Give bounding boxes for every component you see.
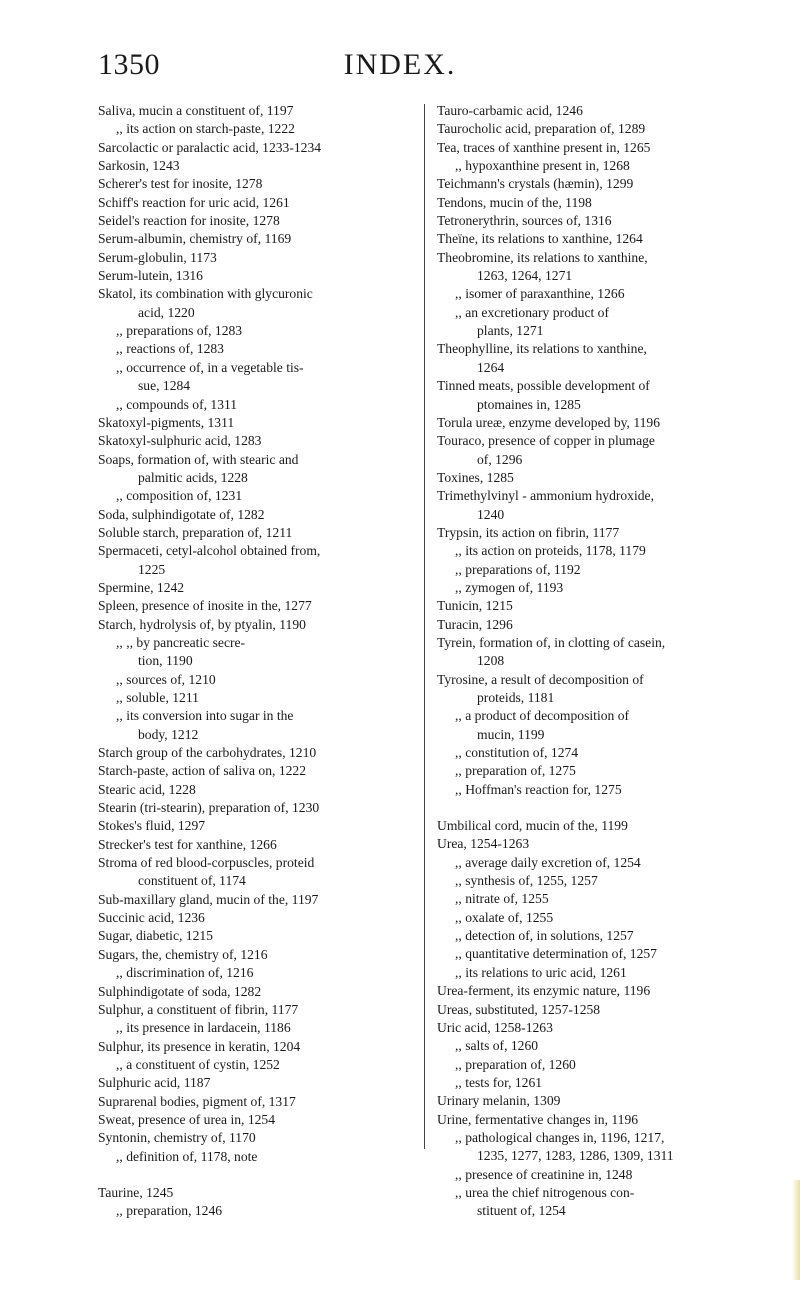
index-subentry: ,, its action on starch-paste, 1222	[116, 121, 295, 137]
index-subentry: ,, occurrence of, in a vegetable tis-	[116, 359, 304, 375]
index-entry: Theophylline, its relations to xanthine,	[437, 341, 647, 357]
index-entry: Theobromine, its relations to xanthine,	[437, 249, 648, 265]
index-entry: Serum-lutein, 1316	[98, 268, 203, 284]
index-entry: Tyrein, formation of, in clotting of casein,	[437, 634, 666, 650]
index-subentry: ,, preparations of, 1192	[455, 561, 581, 577]
index-subentry: ,, its presence in lardacein, 1186	[116, 1020, 291, 1036]
index-entry: Tendons, mucin of the, 1198	[437, 194, 592, 210]
index-entry: Sulphindigotate of soda, 1282	[98, 983, 262, 999]
index-subentry: ,, a product of decomposition of	[455, 708, 630, 724]
index-entry: Succinic acid, 1236	[98, 910, 205, 926]
index-entry: Sweat, presence of urea in, 1254	[98, 1111, 276, 1127]
index-entry: Scherer's test for inosite, 1278	[98, 176, 263, 192]
index-subentry: ,, preparations of, 1283	[116, 323, 243, 339]
index-entry-continuation: 1225	[138, 561, 166, 577]
index-entry: Sarkosin, 1243	[98, 158, 180, 174]
index-entry: Ureas, substituted, 1257-1258	[437, 1001, 601, 1017]
index-entry: Skatoxyl-sulphuric acid, 1283	[98, 433, 262, 449]
index-entry: Taurine, 1245	[98, 1184, 174, 1200]
index-entry: Trimethylvinyl - ammonium hydroxide,	[437, 488, 654, 504]
index-entry-continuation: of, 1296	[477, 451, 523, 467]
column-divider	[424, 104, 425, 1149]
index-subentry: ,, synthesis of, 1255, 1257	[455, 873, 598, 889]
index-entry: Urinary melanin, 1309	[437, 1093, 561, 1109]
index-subentry: ,, a constituent of cystin, 1252	[116, 1056, 280, 1072]
index-entry-continuation: proteids, 1181	[477, 690, 555, 705]
index-entry: Serum-albumin, chemistry of, 1169	[98, 231, 292, 247]
index-entry: Touraco, presence of copper in plumage	[437, 433, 655, 449]
index-entry-continuation: tion, 1190	[138, 653, 193, 669]
index-entry-continuation: 1208	[477, 653, 505, 669]
index-entry: Torula ureæ, enzyme developed by, 1196	[437, 414, 661, 430]
index-subentry: ,, pathological changes in, 1196, 1217,	[455, 1129, 665, 1145]
index-entry-continuation: mucin, 1199	[477, 726, 545, 742]
index-subentry: ,, oxalate of, 1255	[455, 909, 554, 925]
index-entry-continuation: ptomaines in, 1285	[477, 396, 581, 412]
index-entry: Toxines, 1285	[437, 469, 514, 485]
index-subentry: ,, preparation of, 1275	[455, 763, 576, 779]
index-subentry: ,, detection of, in solutions, 1257	[455, 928, 634, 944]
index-subentry: ,, soluble, 1211	[116, 690, 199, 705]
index-subentry: ,, preparation of, 1260	[455, 1056, 576, 1072]
index-entry: Sulphur, its presence in keratin, 1204	[98, 1038, 301, 1054]
page-number: 1350	[98, 48, 160, 81]
index-subentry: ,, composition of, 1231	[116, 488, 243, 504]
index-entry: Suprarenal bodies, pigment of, 1317	[98, 1093, 296, 1109]
index-subentry: ,, constitution of, 1274	[455, 745, 579, 761]
index-entry: Sub-maxillary gland, mucin of the, 1197	[98, 891, 319, 907]
index-subentry: ,, reactions of, 1283	[116, 341, 224, 357]
index-entry: Tyrosine, a result of decomposition of	[437, 671, 644, 687]
index-entry: Trypsin, its action on fibrin, 1177	[437, 524, 620, 540]
index-entry: Tauro-carbamic acid, 1246	[437, 103, 583, 118]
index-entry: Teichmann's crystals (hæmin), 1299	[437, 176, 634, 192]
index-entry: Spermine, 1242	[98, 579, 185, 595]
index-entry: Soaps, formation of, with stearic and	[98, 451, 299, 467]
index-entry: Saliva, mucin a constituent of, 1197	[98, 103, 294, 118]
index-subentry: ,, quantitative determination of, 1257	[455, 946, 657, 962]
index-entry: Sugars, the, chemistry of, 1216	[98, 946, 268, 962]
index-entry: Spermaceti, cetyl-alcohol obtained from,	[98, 543, 321, 559]
index-entry: Tetronerythrin, sources of, 1316	[437, 213, 612, 229]
index-entry-continuation: 1240	[477, 506, 505, 522]
index-entry: Syntonin, chemistry of, 1170	[98, 1130, 256, 1146]
index-entry: Schiff's reaction for uric acid, 1261	[98, 194, 290, 210]
index-entry-continuation: 1235, 1277, 1283, 1286, 1309, 1311	[477, 1148, 674, 1164]
index-entry: Skatol, its combination with glycuronic	[98, 286, 313, 302]
index-entry: Theïne, its relations to xanthine, 1264	[437, 231, 643, 247]
index-entry: Strecker's test for xanthine, 1266	[98, 836, 277, 852]
index-subentry: ,, preparation, 1246	[116, 1203, 223, 1219]
index-entry-continuation: plants, 1271	[477, 323, 544, 339]
index-subentry: ,, compounds of, 1311	[116, 396, 238, 412]
index-column-left	[98, 102, 416, 1221]
index-entry: Sulphur, a constituent of fibrin, 1177	[98, 1001, 299, 1017]
index-entry: Skatoxyl-pigments, 1311	[98, 414, 235, 430]
index-entry-continuation: body, 1212	[138, 726, 199, 742]
index-subentry: ,, tests for, 1261	[455, 1074, 543, 1090]
index-entry-continuation: acid, 1220	[138, 304, 195, 320]
page-header	[0, 48, 800, 88]
index-subentry: ,, sources of, 1210	[116, 671, 216, 687]
index-subentry: ,, discrimination of, 1216	[116, 965, 254, 981]
index-subentry: ,, its action on proteids, 1178, 1179	[455, 543, 646, 559]
index-entry: Tea, traces of xanthine present in, 1265	[437, 139, 651, 155]
index-entry: Starch, hydrolysis of, by ptyalin, 1190	[98, 616, 306, 632]
index-entry: Serum-globulin, 1173	[98, 249, 217, 265]
index-entry: Uric acid, 1258-1263	[437, 1019, 553, 1035]
index-entry-continuation: 1264	[477, 359, 505, 375]
index-subentry: ,, Hoffman's reaction for, 1275	[455, 781, 622, 797]
index-entry-continuation: 1263, 1264, 1271	[477, 268, 573, 284]
index-entry: Urine, fermentative changes in, 1196	[437, 1111, 639, 1127]
index-entry: Stearic acid, 1228	[98, 781, 196, 797]
index-entry: Soda, sulphindigotate of, 1282	[98, 506, 265, 522]
index-entry: Urea, 1254-1263	[437, 836, 530, 852]
index-entry: Starch group of the carbohydrates, 1210	[98, 745, 317, 761]
index-subentry: ,, zymogen of, 1193	[455, 579, 564, 595]
index-entry: Tunicin, 1215	[437, 598, 513, 614]
index-entry: Sulphuric acid, 1187	[98, 1075, 211, 1091]
index-entry-continuation: palmitic acids, 1228	[138, 469, 248, 485]
index-subentry: ,, salts of, 1260	[455, 1038, 539, 1054]
index-entry: Seidel's reaction for inosite, 1278	[98, 213, 280, 229]
index-entry: Stearin (tri-stearin), preparation of, 1230	[98, 800, 320, 816]
index-entry: Soluble starch, preparation of, 1211	[98, 524, 293, 540]
index-subentry: ,, an excretionary product of	[455, 304, 609, 320]
index-entry: Tinned meats, possible development of	[437, 378, 650, 394]
index-subentry: ,, average daily excretion of, 1254	[455, 854, 641, 870]
index-entry: Starch-paste, action of saliva on, 1222	[98, 763, 307, 779]
index-subentry: ,, definition of, 1178, note	[116, 1148, 258, 1164]
index-subentry: ,, nitrate of, 1255	[455, 891, 549, 907]
index-entry: Urea-ferment, its enzymic nature, 1196	[437, 983, 651, 999]
page-edge-stain	[792, 1180, 800, 1280]
index-subentry: ,, urea the chief nitrogenous con-	[455, 1184, 635, 1200]
index-subentry: ,, isomer of paraxanthine, 1266	[455, 286, 625, 302]
index-subentry: ,, its relations to uric acid, 1261	[455, 964, 627, 980]
index-entry: Stroma of red blood-corpuscles, proteid	[98, 855, 315, 871]
index-column-right	[437, 102, 757, 1221]
index-entry: Spleen, presence of inosite in the, 1277	[98, 598, 312, 614]
index-entry: Sarcolactic or paralactic acid, 1233-1234	[98, 139, 322, 155]
index-subentry: ,, its conversion into sugar in the	[116, 708, 294, 724]
index-entry: Sugar, diabetic, 1215	[98, 928, 213, 944]
index-subentry: ,, ,, by pancreatic secre-	[116, 634, 246, 650]
index-entry-continuation: sue, 1284	[138, 378, 191, 394]
index-entry: Umbilical cord, mucin of the, 1199	[437, 818, 628, 834]
index-entry-continuation: stituent of, 1254	[477, 1203, 566, 1219]
index-subentry: ,, presence of creatinine in, 1248	[455, 1166, 633, 1182]
index-subentry: ,, hypoxanthine present in, 1268	[455, 158, 630, 174]
index-entry-continuation: constituent of, 1174	[138, 873, 246, 889]
page-title: INDEX.	[343, 48, 457, 81]
index-entry: Turacin, 1296	[437, 616, 513, 632]
index-entry: Taurocholic acid, preparation of, 1289	[437, 121, 646, 137]
index-entry: Stokes's fluid, 1297	[98, 818, 206, 834]
